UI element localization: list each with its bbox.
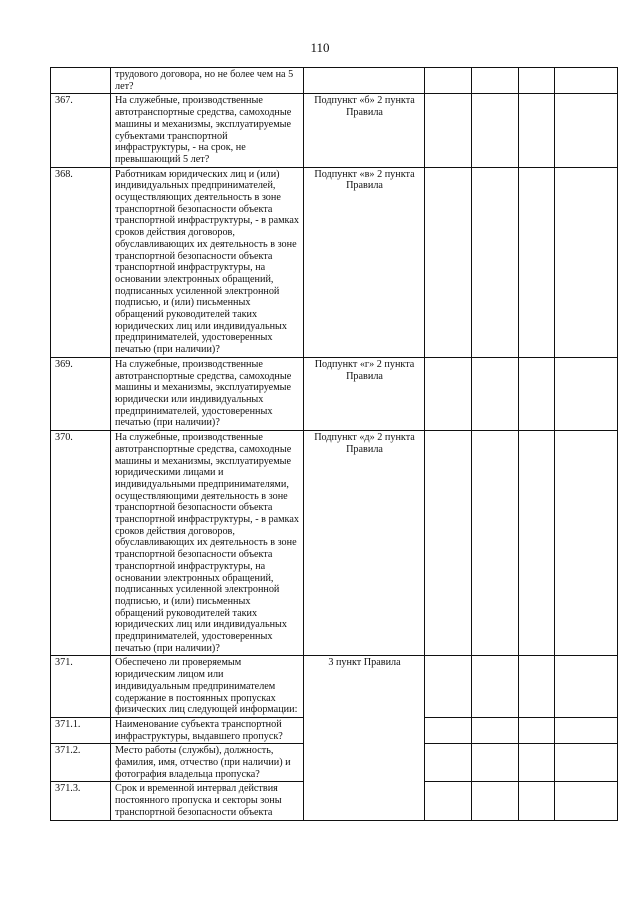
row-number: 371.2. bbox=[51, 744, 111, 782]
answer-no-cell[interactable] bbox=[472, 167, 519, 357]
table-row bbox=[51, 357, 618, 430]
answer-no-cell[interactable] bbox=[472, 656, 519, 718]
note-cell[interactable] bbox=[555, 357, 618, 430]
answer-yes-cell[interactable] bbox=[425, 167, 472, 357]
answer-no-cell[interactable] bbox=[472, 68, 519, 94]
row-number: 371.1. bbox=[51, 717, 111, 743]
row-number: 369. bbox=[51, 357, 111, 430]
answer-yes-cell[interactable] bbox=[425, 782, 472, 820]
row-reference: Подпункт «в» 2 пункта Правила bbox=[304, 167, 425, 357]
row-number: 367. bbox=[51, 94, 111, 167]
row-reference: Подпункт «д» 2 пункта Правила bbox=[304, 431, 425, 656]
row-question: На служебные, производственные автотранспортные средства, самоходные машины и механизмы, эксплуатируемые юридически или индивидуальных предпринимателей, удостоверенных печатью (при наличии)? bbox=[111, 357, 304, 430]
answer-na-cell[interactable] bbox=[519, 782, 555, 820]
answer-na-cell[interactable] bbox=[519, 68, 555, 94]
answer-yes-cell[interactable] bbox=[425, 357, 472, 430]
answer-na-cell[interactable] bbox=[519, 94, 555, 167]
row-question: На служебные, производственные автотранспортные средства, самоходные машины и механизмы, эксплуатируемые юридическими лицами и индивидуальными предпринимателями, осуществляющими деятельность в зоне транспортной безопасности объекта транспортной инфраструктуры, - в рамках сроков действия договоров, обуславливающих их деятельность в зоне транспортной безопасности объекта транспортной инфраструктуры, на основании электронных обращений, подписанных усиленной электронной подписью, и (или) письменных обращений руководителей таких юридических лиц или индивидуальных предпринимателей, удостоверенных печатью (при наличии)? bbox=[111, 431, 304, 656]
page-number: 110 bbox=[310, 40, 330, 55]
row-reference: Подпункт «б» 2 пункта Правила bbox=[304, 94, 425, 167]
answer-na-cell[interactable] bbox=[519, 431, 555, 656]
row-question: На служебные, производственные автотранспортные средства, самоходные машины и механизмы, эксплуатируемые субъектами транспортной инфраструктуры, - на срок, не превышающий 5 лет? bbox=[111, 94, 304, 167]
answer-yes-cell[interactable] bbox=[425, 68, 472, 94]
table-row bbox=[51, 68, 618, 94]
row-number: 368. bbox=[51, 167, 111, 357]
answer-no-cell[interactable] bbox=[472, 744, 519, 782]
note-cell[interactable] bbox=[555, 94, 618, 167]
note-cell[interactable] bbox=[555, 656, 618, 718]
answer-yes-cell[interactable] bbox=[425, 744, 472, 782]
answer-no-cell[interactable] bbox=[472, 782, 519, 820]
answer-no-cell[interactable] bbox=[472, 357, 519, 430]
table-row bbox=[51, 656, 618, 718]
answer-yes-cell[interactable] bbox=[425, 656, 472, 718]
answer-yes-cell[interactable] bbox=[425, 94, 472, 167]
row-number bbox=[51, 68, 111, 94]
answer-no-cell[interactable] bbox=[472, 431, 519, 656]
answer-yes-cell[interactable] bbox=[425, 717, 472, 743]
row-question: Обеспечено ли проверяемым юридическим лицом или индивидуальным предпринимателем содержание в постоянных пропусках физических лиц следующей информации: bbox=[111, 656, 304, 718]
answer-na-cell[interactable] bbox=[519, 357, 555, 430]
answer-na-cell[interactable] bbox=[519, 167, 555, 357]
checklist-table bbox=[50, 67, 618, 821]
table-row bbox=[51, 167, 618, 357]
answer-na-cell[interactable] bbox=[519, 717, 555, 743]
answer-yes-cell[interactable] bbox=[425, 431, 472, 656]
answer-na-cell[interactable] bbox=[519, 744, 555, 782]
row-number: 371. bbox=[51, 656, 111, 718]
answer-na-cell[interactable] bbox=[519, 656, 555, 718]
note-cell[interactable] bbox=[555, 717, 618, 743]
table-row bbox=[51, 431, 618, 656]
note-cell[interactable] bbox=[555, 167, 618, 357]
row-reference bbox=[304, 68, 425, 94]
note-cell[interactable] bbox=[555, 782, 618, 820]
note-cell[interactable] bbox=[555, 431, 618, 656]
row-question: Место работы (службы), должность, фамилия, имя, отчество (при наличии) и фотография владельца пропуска? bbox=[111, 744, 304, 782]
row-question: Наименование субъекта транспортной инфраструктуры, выдавшего пропуск? bbox=[111, 717, 304, 743]
row-question: Срок и временной интервал действия постоянного пропуска и секторы зоны транспортной безопасности объекта bbox=[111, 782, 304, 820]
table-row bbox=[51, 94, 618, 167]
row-number: 371.3. bbox=[51, 782, 111, 820]
row-reference: Подпункт «г» 2 пункта Правила bbox=[304, 357, 425, 430]
row-question: Работникам юридических лиц и (или) индивидуальных предпринимателей, осуществляющих деятельность в зоне транспортной безопасности объекта транспортной инфраструктуры, - в рамках сроков действия договоров, обуславливающих их деятельность в зоне транспортной безопасности объекта транспортной инфраструктуры, на основании электронных обращений, подписанных усиленной электронной подписью, и (или) письменных обращений руководителей таких юридических лиц или индивидуальных предпринимателей, удостоверенных печатью (при наличии)? bbox=[111, 167, 304, 357]
row-number: 370. bbox=[51, 431, 111, 656]
note-cell[interactable] bbox=[555, 744, 618, 782]
note-cell[interactable] bbox=[555, 68, 618, 94]
answer-no-cell[interactable] bbox=[472, 94, 519, 167]
row-reference: 3 пункт Правила bbox=[304, 656, 425, 820]
answer-no-cell[interactable] bbox=[472, 717, 519, 743]
row-question: трудового договора, но не более чем на 5 лет? bbox=[111, 68, 304, 94]
